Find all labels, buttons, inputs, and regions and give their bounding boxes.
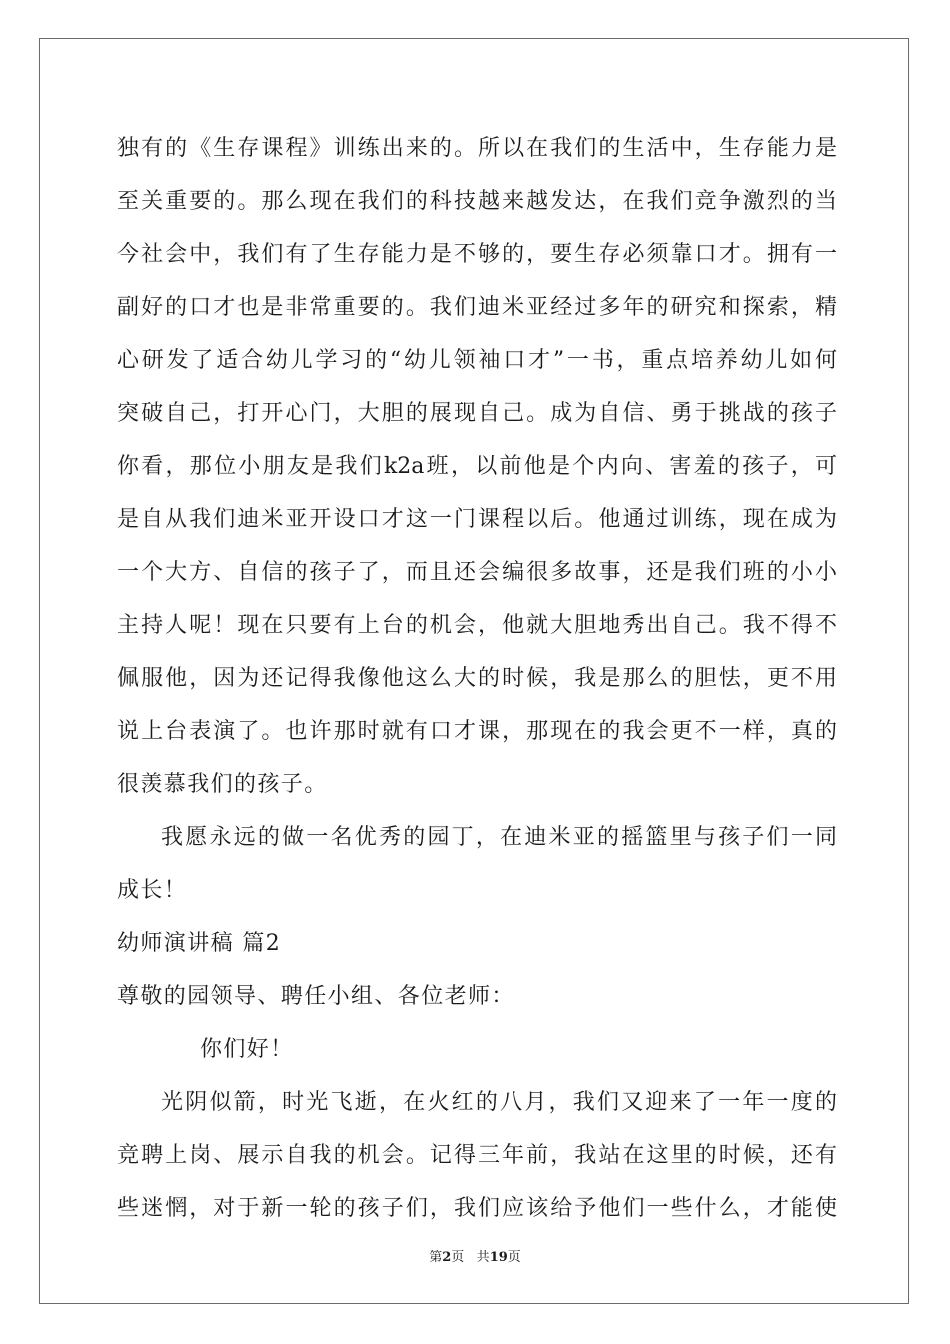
body-line-13: 很羡慕我们的孩子。 (117, 772, 328, 797)
body-line-4: 副好的口才也是非常重要的。我们迪米亚经过多年的研究和探索，精 (117, 295, 837, 320)
body-line-14: 我愿永远的做一名优秀的园丁，在迪米亚的摇篮里与孩子们一同 (161, 825, 837, 850)
section-heading: 幼师演讲稿 篇2 (117, 931, 282, 956)
body-line-9: 一个大方、自信的孩子了，而且还会编很多故事，还是我们班的小小 (117, 560, 837, 585)
body-line-19: 光阴似箭，时光飞逝，在火红的八月，我们又迎来了一年一度的 (161, 1090, 837, 1115)
page-prefix: 第 (429, 1250, 443, 1265)
page-suffix: 页 (451, 1250, 465, 1265)
body-line-6: 突破自己，打开心门，大胆的展现自己。成为自信、勇于挑战的孩子 (117, 401, 837, 426)
body-line-11: 佩服他，因为还记得我像他这么大的时候，我是那么的胆怯，更不用 (117, 666, 837, 691)
salutation: 尊敬的园领导、聘任小组、各位老师： (117, 984, 515, 1009)
page-footer (0, 1246, 950, 1265)
page-current: 2 (442, 1250, 452, 1265)
total-prefix: 共 (476, 1250, 490, 1265)
body-line-3: 今社会中，我们有了生存能力是不够的，要生存必须靠口才。拥有一 (117, 242, 837, 267)
body-line-21: 些迷惘，对于新一轮的孩子们，我们应该给予他们一些什么，才能使 (117, 1196, 837, 1221)
body-line-15: 成长！ (117, 878, 188, 903)
body-line-7: 你看，那位小朋友是我们k2a班，以前他是个内向、害羞的孩子，可 (117, 454, 837, 479)
body-line-10: 主持人呢！现在只要有上台的机会，他就大胆地秀出自己。我不得不 (117, 613, 837, 638)
body-line-12: 说上台表演了。也许那时就有口才课，那现在的我会更不一样，真的 (117, 719, 837, 744)
page-total: 19 (489, 1250, 508, 1265)
greeting: 你们好！ (200, 1037, 294, 1062)
body-line-20: 竞聘上岗、展示自我的机会。记得三年前，我站在这里的时候，还有 (117, 1143, 837, 1168)
body-line-1: 独有的《生存课程》训练出来的。所以在我们的生活中，生存能力是 (117, 136, 837, 161)
body-line-2: 至关重要的。那么现在我们的科技越来越发达，在我们竞争激烈的当 (117, 189, 837, 214)
body-line-5: 心研发了适合幼儿学习的“幼儿领袖口才”一书，重点培养幼儿如何 (117, 348, 837, 373)
total-suffix: 页 (507, 1250, 521, 1265)
body-line-8: 是自从我们迪米亚开设口才这一门课程以后。他通过训练，现在成为 (117, 507, 837, 532)
